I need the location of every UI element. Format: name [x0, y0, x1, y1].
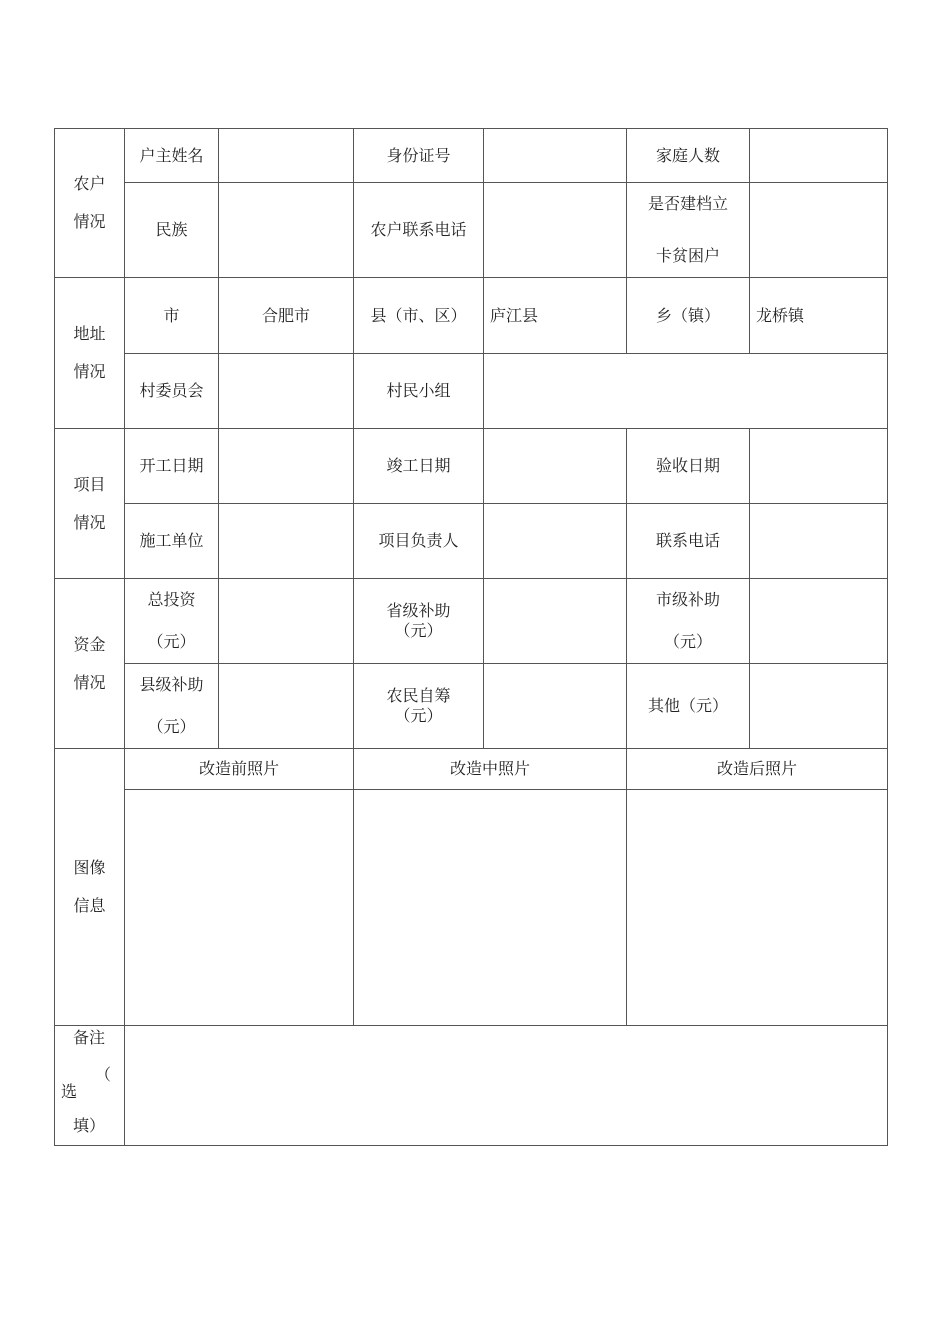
county-label: 县（市、区）	[354, 278, 484, 354]
family-size-label: 家庭人数	[627, 129, 750, 183]
remarks-row	[55, 1026, 888, 1146]
city-field[interactable]: 合肥市	[219, 278, 354, 354]
during-photo-area[interactable]	[354, 790, 627, 1026]
during-photo-label: 改造中照片	[354, 749, 627, 790]
self-funded-field[interactable]	[484, 664, 627, 749]
contact-phone-label: 联系电话	[627, 504, 750, 579]
town-label: 乡（镇）	[627, 278, 750, 354]
acceptance-date-label: 验收日期	[627, 429, 750, 504]
address-row-2	[55, 354, 888, 429]
household-phone-field[interactable]	[484, 183, 627, 278]
images-section-label: 图像 信息	[55, 749, 125, 1026]
after-photo-area[interactable]	[627, 790, 888, 1026]
household-row-2	[55, 183, 888, 278]
id-number-field[interactable]	[484, 129, 627, 183]
start-date-field[interactable]	[219, 429, 354, 504]
owner-name-field[interactable]	[219, 129, 354, 183]
address-section-label: 地址 情况	[55, 278, 125, 429]
county-subsidy-label: 县级补助 （元）	[125, 664, 219, 749]
household-section-label: 农户 情况	[55, 129, 125, 278]
remarks-field[interactable]	[125, 1026, 888, 1146]
provincial-subsidy-label: 省级补助 （元）	[354, 579, 484, 664]
villager-group-label: 村民小组	[354, 354, 484, 429]
project-manager-label: 项目负责人	[354, 504, 484, 579]
county-field[interactable]: 庐江县	[484, 278, 627, 354]
acceptance-date-field[interactable]	[750, 429, 888, 504]
villager-group-field[interactable]	[484, 354, 888, 429]
completion-date-label: 竣工日期	[354, 429, 484, 504]
after-photo-label: 改造后照片	[627, 749, 888, 790]
contact-phone-field[interactable]	[750, 504, 888, 579]
city-label: 市	[125, 278, 219, 354]
ethnicity-field[interactable]	[219, 183, 354, 278]
self-funded-label: 农民自筹 （元）	[354, 664, 484, 749]
town-field[interactable]: 龙桥镇	[750, 278, 888, 354]
poverty-status-field[interactable]	[750, 183, 888, 278]
owner-name-label: 户主姓名	[125, 129, 219, 183]
municipal-subsidy-label: 市级补助 （元）	[627, 579, 750, 664]
county-subsidy-field[interactable]	[219, 664, 354, 749]
other-funds-field[interactable]	[750, 664, 888, 749]
images-photo-row	[55, 790, 888, 1026]
project-manager-field[interactable]	[484, 504, 627, 579]
contractor-label: 施工单位	[125, 504, 219, 579]
municipal-subsidy-field[interactable]	[750, 579, 888, 664]
project-section-label: 项目 情况	[55, 429, 125, 579]
poverty-status-label: 是否建档立 卡贫困户	[627, 183, 750, 278]
before-photo-area[interactable]	[125, 790, 354, 1026]
address-row-1	[55, 278, 888, 354]
family-size-field[interactable]	[750, 129, 888, 183]
funds-row-2	[55, 664, 888, 749]
funds-section-label: 资金 情况	[55, 579, 125, 749]
completion-date-field[interactable]	[484, 429, 627, 504]
ethnicity-label: 民族	[125, 183, 219, 278]
village-committee-label: 村委员会	[125, 354, 219, 429]
provincial-subsidy-field[interactable]	[484, 579, 627, 664]
funds-row-1	[55, 579, 888, 664]
images-header-row	[55, 749, 888, 790]
total-investment-label: 总投资 （元）	[125, 579, 219, 664]
subsidy-form-table	[54, 128, 888, 1146]
household-phone-label: 农户联系电话	[354, 183, 484, 278]
remarks-label: 备注 （ 选 填）	[55, 1026, 125, 1146]
other-funds-label: 其他（元）	[627, 664, 750, 749]
project-row-1	[55, 429, 888, 504]
project-row-2	[55, 504, 888, 579]
household-row-1	[55, 129, 888, 183]
contractor-field[interactable]	[219, 504, 354, 579]
id-number-label: 身份证号	[354, 129, 484, 183]
total-investment-field[interactable]	[219, 579, 354, 664]
start-date-label: 开工日期	[125, 429, 219, 504]
village-committee-field[interactable]	[219, 354, 354, 429]
before-photo-label: 改造前照片	[125, 749, 354, 790]
